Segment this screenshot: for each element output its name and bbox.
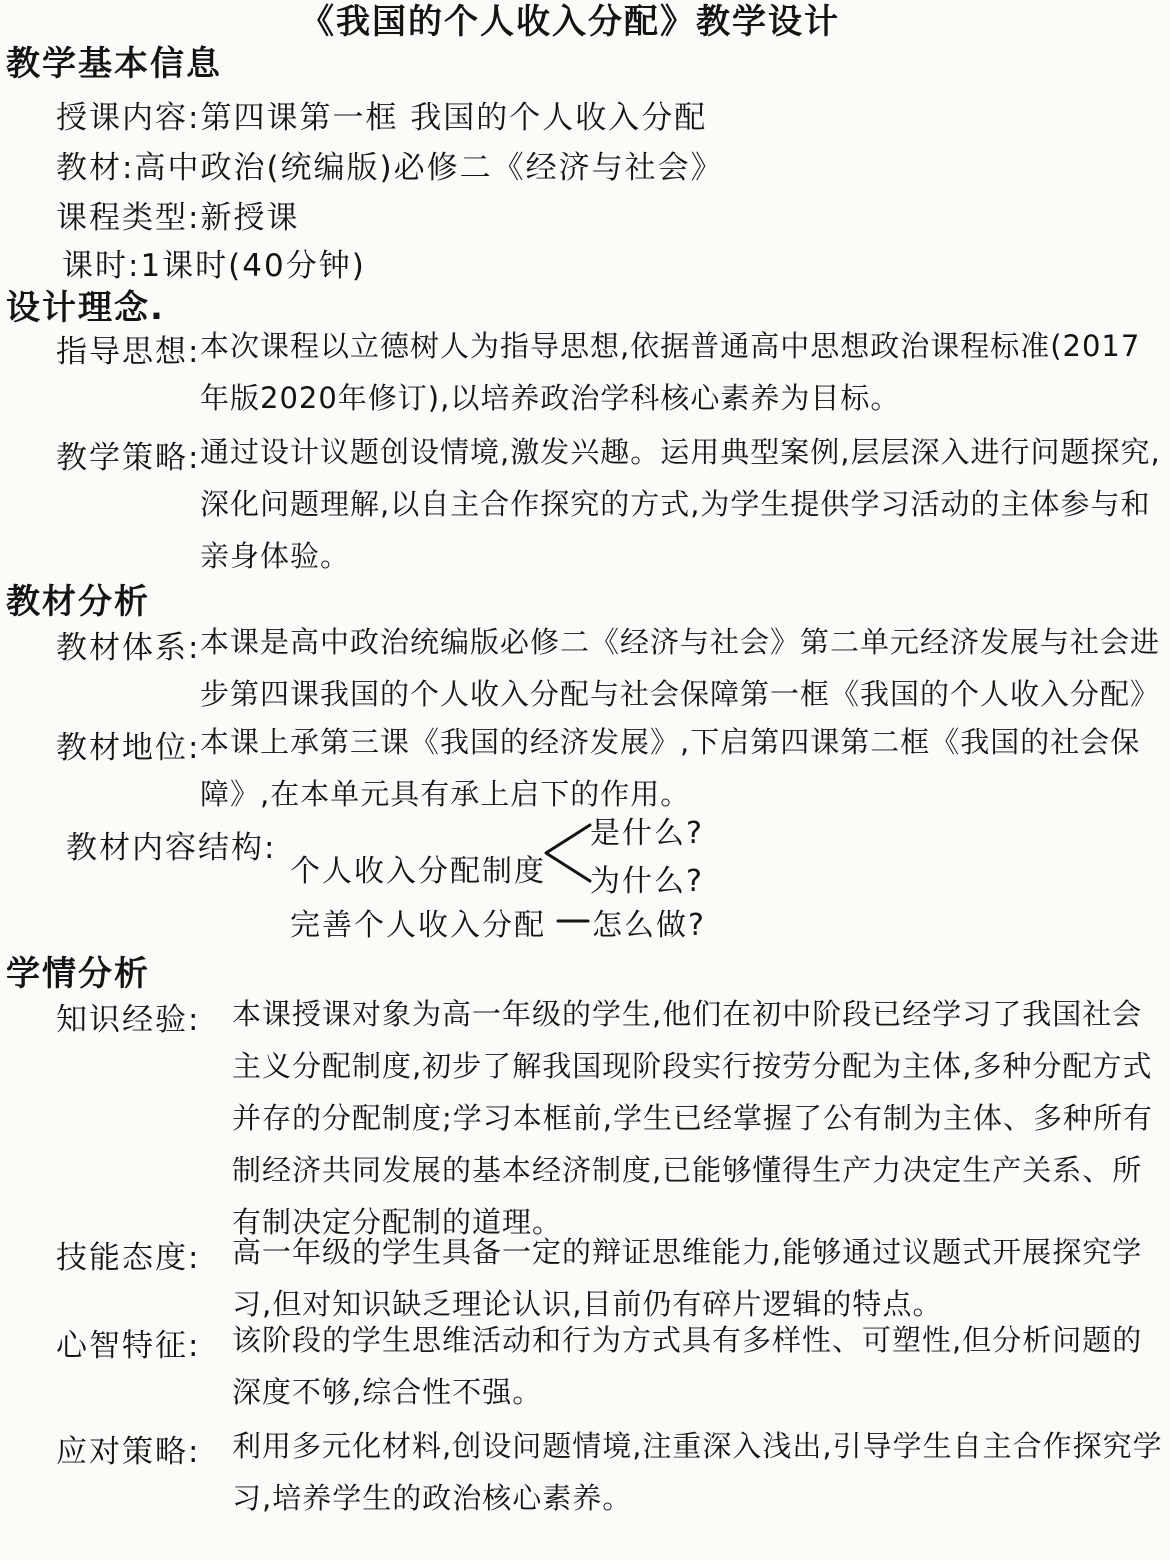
field-label: 课程类型: — [56, 200, 201, 236]
field-value: 1课时(40分钟) — [140, 248, 366, 284]
field-class-hours — [62, 240, 366, 285]
section-heading-concept: 设计理念. — [6, 288, 165, 328]
field-label: 授课内容: — [56, 100, 201, 136]
label-textbook-system: 教材体系: — [56, 630, 201, 666]
branch-brace-icon — [540, 815, 592, 891]
structure-branch-why: 为什么? — [590, 864, 704, 899]
label-mental-traits: 心智特征: — [56, 1328, 201, 1364]
structure-node-system: 个人收入分配制度 — [290, 854, 546, 889]
text-skills-attitude: 高一年级的学生具备一定的辩证思维能力,能够通过议题式开展探究学习,但对知识缺乏理论认识,目前仍有碎片逻辑的特点。 — [232, 1235, 1143, 1321]
text-textbook-system: 本课是高中政治统编版必修二《经济与社会》第二单元经济发展与社会进步第四课我国的个人收入分配与社会保障第一框《我国的个人收入分配》 — [200, 625, 1161, 711]
text-teaching-strategy: 通过设计议题创设情境,激发兴趣。运用典型案例,层层深入进行问题探究,深化问题理解,以自主合作探究的方式,为学生提供学习活动的主体参与和亲身体验。 — [200, 435, 1161, 573]
field-course-type — [56, 192, 299, 237]
structure-node-improve: 完善个人收入分配 — [290, 908, 546, 943]
text-textbook-position: 本课上承第三课《我国的经济发展》,下启第四课第二框《我国的社会保障》,在本单元具有承上启下的作用。 — [200, 725, 1141, 811]
section-heading-students: 学情分析 — [6, 954, 150, 994]
structure-branch-what: 是什么? — [590, 816, 704, 851]
label-knowledge-experience: 知识经验: — [56, 1002, 201, 1038]
field-value: 高中政治(统编版)必修二《经济与社会》 — [134, 150, 724, 186]
label-textbook-position: 教材地位: — [56, 730, 201, 766]
label-content-structure: 教材内容结构: — [66, 830, 277, 866]
field-textbook — [56, 142, 724, 187]
field-label: 教材: — [56, 150, 135, 186]
text-mental-traits: 该阶段的学生思维活动和行为方式具有多样性、可塑性,但分析问题的深度不够,综合性不强。 — [232, 1323, 1143, 1409]
field-lesson-content — [56, 92, 707, 137]
field-value: 第四课第一框 我国的个人收入分配 — [200, 100, 708, 136]
section-heading-basic: 教学基本信息 — [6, 44, 222, 84]
connector-dash-icon — [556, 918, 590, 924]
text-coping-strategy: 利用多元化材料,创设问题情境,注重深入浅出,引导学生自主合作探究学习,培养学生的政治核心素养。 — [232, 1429, 1163, 1515]
structure-branch-how: 怎么做? — [592, 908, 706, 943]
label-coping-strategy: 应对策略: — [56, 1434, 201, 1470]
text-guiding-ideology: 本次课程以立德树人为指导思想,依据普通高中思想政治课程标准(2017年版2020年修订),以培养政治学科核心素养为目标。 — [200, 329, 1141, 415]
label-guiding-ideology: 指导思想: — [56, 334, 201, 370]
field-label: 课时: — [62, 248, 141, 284]
section-heading-material: 教材分析 — [6, 582, 150, 622]
field-value: 新授课 — [200, 200, 300, 236]
label-skills-attitude: 技能态度: — [56, 1240, 201, 1276]
text-knowledge-experience: 本课授课对象为高一年级的学生,他们在初中阶段已经学习了我国社会主义分配制度,初步了解我国现阶段实行按劳分配为主体,多种分配方式并存的分配制度;学习本框前,学生已经掌握了公有制为主体、多种所有制经济共同发展的基本经济制度,已能够懂得生产力决定生产关系、所有制决定分配制的道理。 — [232, 997, 1153, 1239]
label-teaching-strategy: 教学策略: — [56, 440, 201, 476]
document-title: 《我国的个人收入分配》教学设计 — [300, 2, 840, 42]
